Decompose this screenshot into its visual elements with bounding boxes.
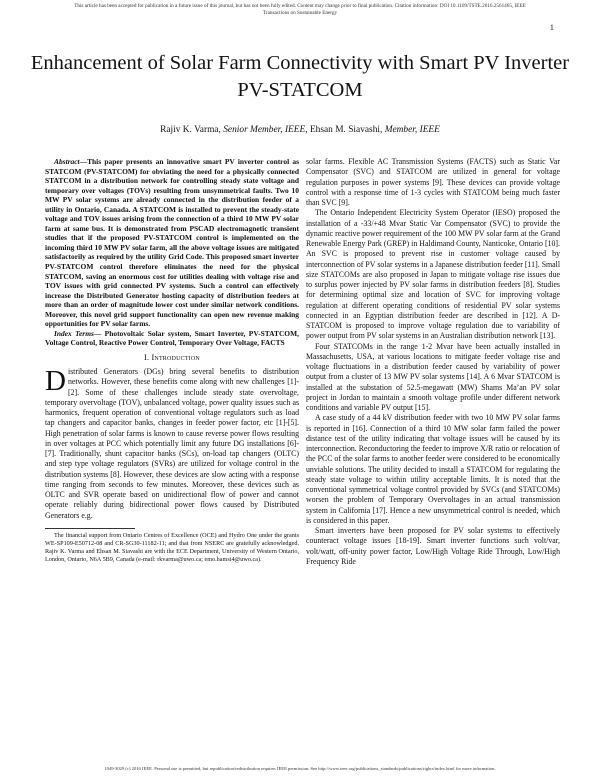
author-1: Rajiv K. Varma, (160, 125, 221, 135)
intro-paragraph-1 (45, 367, 299, 521)
index-terms-label: Index Terms (54, 328, 94, 338)
section-number: I. (144, 352, 150, 362)
index-terms-text: — Photovoltaic Solar system, Smart Inverter, PV-STATCOM, Voltage Control, Reactive Power Control, Temporary Over Voltage, FACTS (45, 328, 299, 348)
funding-footnote: The financial support from Ontario Centres of Excellence (OCE) and Hydro One under the grants WE-SP109-E50712-08 and CR-SG30-11182-11; and that from NSERC are gratefully acknowledged. Rajiv K. Varma and Ehsan M. Siavashi are with the ECE Department, University of Western Ontario, London, Ontario, N6A 5B9, Canada (e-mail: rkvarma@uwo.ca; emo.hamsi4@uwo.ca). (45, 531, 299, 564)
paper-title: Enhancement of Solar Farm Connectivity with Smart PV Inverter PV-STATCOM (30, 52, 570, 101)
author-2-grade: Member, IEEE (384, 125, 440, 135)
author-1-grade: Senior Member, IEEE (223, 125, 306, 135)
author-line (30, 125, 570, 135)
journal-notice-line2: Transactions on Sustainable Energy (262, 9, 338, 16)
intro-paragraph-6: Smart inverters have been proposed for PV solar systems to effectively counteract voltage issues [18-19]. Smart inverter functions such volt/var, volt/watt, off-unity power factor, Low/High Voltage Ride Through, Low/High Frequency Ride (306, 526, 560, 566)
left-column (45, 157, 299, 564)
intro-paragraph-5: A case study of a 44 kV distribution feeder with two 10 MW PV solar farms is reported in [16]. Connection of a third 10 MW solar farm failed the power distance test of the utility indicating that voltage issues will be caused by its interconnection. Reconductoring the feeder to improve X/R ratio or relocation of the PCC of the solar farms to another feeder were considered to be economically unviable solutions. The utility decided to install a STATCOM for regulating the steady state voltage to within utility acceptable limits. It is noted that the conventional symmetrical voltage control provided by SVCs (and STATCOMs) worsen the problem of Temporary Overvoltages in an actual transmission system in California [17]. Hence a new unsymmetrical control is needed, which is considered in this paper. (306, 413, 560, 525)
drop-cap: D (45, 365, 66, 398)
intro-paragraph-2: solar farms. Flexible AC Transmission Systems (FACTS) such as Static Var Compensator (SVC) and STATCOM are utilized in general for voltage regulation purposes in power systems [9]. These devices can provide voltage control with a response time of 1-3 cycles with STATCOM being much faster than SVC [9]. (306, 157, 560, 207)
author-2: , Ehsan M. Siavashi, (305, 125, 383, 135)
index-terms (45, 329, 299, 348)
journal-notice-line1: This article has been accepted for publication in a future issue of this journal, but has not been fully edited. Content may change prior to final publication. Citation information: DOI 10.1109/TSTE.2016.2561465, IEEE (74, 3, 526, 9)
right-column (306, 157, 560, 567)
abstract-label: Abstract (54, 157, 80, 166)
intro-paragraph-3: The Ontario Independent Electricity System Operator (IESO) proposed the installation of a -33/+48 Mvar Static Var Compensator (SVC) to provide the dynamic reactive power requirement of the 100 MW PV solar farm at the Grand Renewable Energy Park (GREP) in Haldimand County, Nanticoke, Ontario [10]. An SVC is proposed to prevent rise in customer voltage caused by interconnection of PV solar systems in a Japanese distribution feeder [11]. Small size STATCOMs are also proposed in Japan to mitigate voltage rise issues due to surplus power injected by PV solar farms in distribution feeders [8]. Studies for determining optimal size and location of SVC for improving voltage regulation at different operating conditions of residential PV solar systems connected in an Egyptian distribution feeder are described in [12]. A D-STATCOM is proposed to improve voltage regulation due to variability of power output from PV solar systems in an Australian distribution network [13]. (306, 208, 560, 341)
section-title: Introduction (151, 352, 200, 362)
footnote-divider (45, 528, 135, 529)
intro-paragraph-4: Four STATCOMs in the range 1-2 Mvar have been actually installed in Massachusetts, USA, at various locations to mitigate feeder voltage rise and voltage fluctuations in a distribution feeder caused by variability of power output from a cluster of 13 MW PV solar systems [14]. A 6 Mvar STATCOM is installed at the substation of 52.5-megawatt (MW) Shams Ma’an PV solar project in Jordan to maintain a smooth voltage profile under different network conditions and variable PV output [15]. (306, 341, 560, 412)
intro-paragraph-1-text: istributed Generators (DGs) bring several benefits to distribution networks. However, these benefits come along with new challenges [1]-[2]. Some of these challenges include steady state overvoltage, temporary overvoltage (TOV), unbalanced voltage, power quality issues such as harmonics, frequent operation of conventional voltage regulators such as load tap changers and capacitor banks, changes in feeder power factor, etc [1]-[5]. High penetration of solar farms is known to cause reverse power flows resulting in over voltages at PCC which potentially limit any future DG installations [6]-[7]. Traditionally, shunt capacitor banks (SCs), on-load tap changers (OLTC) and step type voltage regulators (SVRs) are utilized for voltage control in the distribution systems [8]. However, these devices are slow acting with a response time ranging from seconds to few minutes. Moreover, these devices such as OLTC and SVR operate based on unidirectional flow of power and cannot operate reliably during bidirectional power flows caused by Distributed Generators e.g. (45, 367, 299, 520)
copyright-footer: 1949-3029 (c) 2016 IEEE. Personal use is permitted, but republication/redistribution requires IEEE permission. See http://www.ieee.org/publications_standards/publications/rights/index.html for more information. (104, 766, 496, 771)
abstract (45, 157, 299, 329)
abstract-text: —This paper presents an innovative smart PV inverter control as STATCOM (PV-STATCOM) for obviating the need for a physically connected STATCOM in a distribution network for controlling steady state voltage and temporary over voltages (TOVs) resulting from unsymmetrical faults. Two 10 MW PV solar systems are already connected in the distribution feeder of a utility in Ontario, Canada. A STATCOM is installed to prevent the steady-state voltage and TOV issues arising from the connection of a third 10 MW PV solar farm at same bus. It is demonstrated from PSCAD electromagnetic transient studies that if the proposed PV-STATCOM control is implemented on the incoming third 10 MW PV solar farm, all the above voltage issues are mitigated satisfactorily as required by the utility Grid Code. This proposed smart inverter PV-STATCOM control therefore eliminates the need for the physical STATCOM, saving an enormous cost for utilities dealing with voltage rise and TOV issues with grid connected PV systems. Such a control can effectively increase the Distributed Generator hosting capacity of distribution feeders at more than an order of magnitude lower cost under similar network conditions. Moreover, this novel grid support functionality can open new revenue making opportunities for PV solar farms. (45, 157, 299, 329)
page-number: 1 (549, 22, 554, 32)
journal-notice (0, 3, 600, 17)
section-heading (45, 353, 299, 363)
